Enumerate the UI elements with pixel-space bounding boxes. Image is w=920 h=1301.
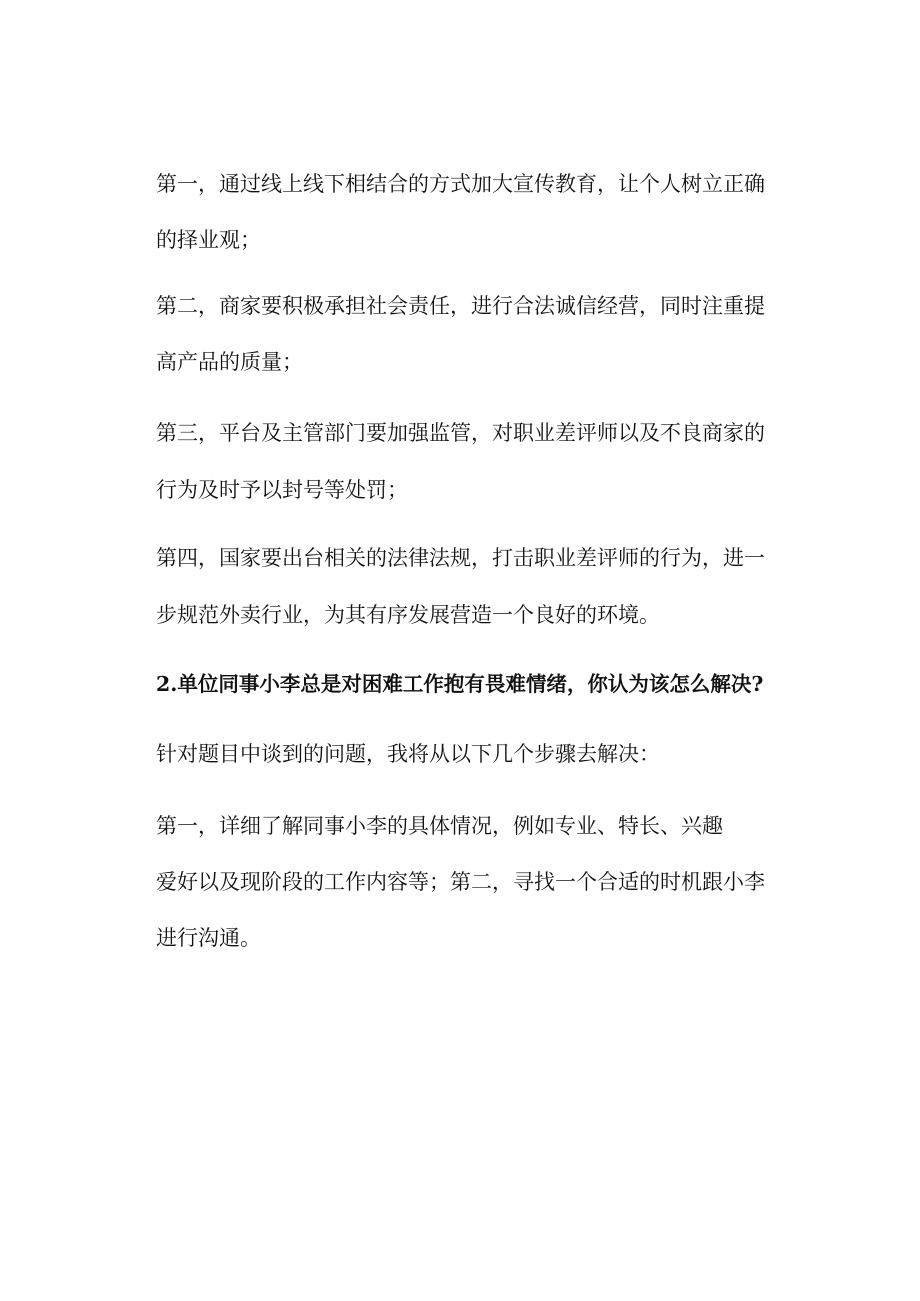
paragraph-2-line-2: 高产品的质量； — [156, 350, 303, 374]
paragraph-3-line-2: 行为及时予以封号等处罚； — [156, 478, 408, 502]
paragraph-4-line-2: 步规范外卖行业，为其有序发展营造一个良好的环境。 — [156, 603, 660, 627]
answer-line-1: 第一，详细了解同事小李的具体情况，例如专业、特长、兴趣 — [156, 814, 723, 838]
question-heading: 2.单位同事小李总是对困难工作抱有畏难情绪，你认为该怎么解决? — [156, 672, 764, 696]
paragraph-2-line-1: 第二，商家要积极承担社会责任，进行合法诚信经营，同时注重提 — [156, 294, 765, 318]
answer-line-3: 进行沟通。 — [156, 926, 261, 950]
paragraph-1-line-1: 第一，通过线上线下相结合的方式加大宣传教育，让个人树立正确 — [156, 172, 765, 196]
paragraph-3-line-1: 第三，平台及主管部门要加强监管，对职业差评师以及不良商家的 — [156, 421, 765, 445]
answer-line-2: 爱好以及现阶段的工作内容等；第二，寻找一个合适的时机跟小李 — [156, 870, 765, 894]
paragraph-1-line-2: 的择业观； — [156, 228, 261, 252]
paragraph-4-line-1: 第四，国家要出台相关的法律法规，打击职业差评师的行为，进一 — [156, 546, 765, 570]
answer-intro: 针对题目中谈到的问题，我将从以下几个步骤去解决： — [156, 742, 660, 766]
